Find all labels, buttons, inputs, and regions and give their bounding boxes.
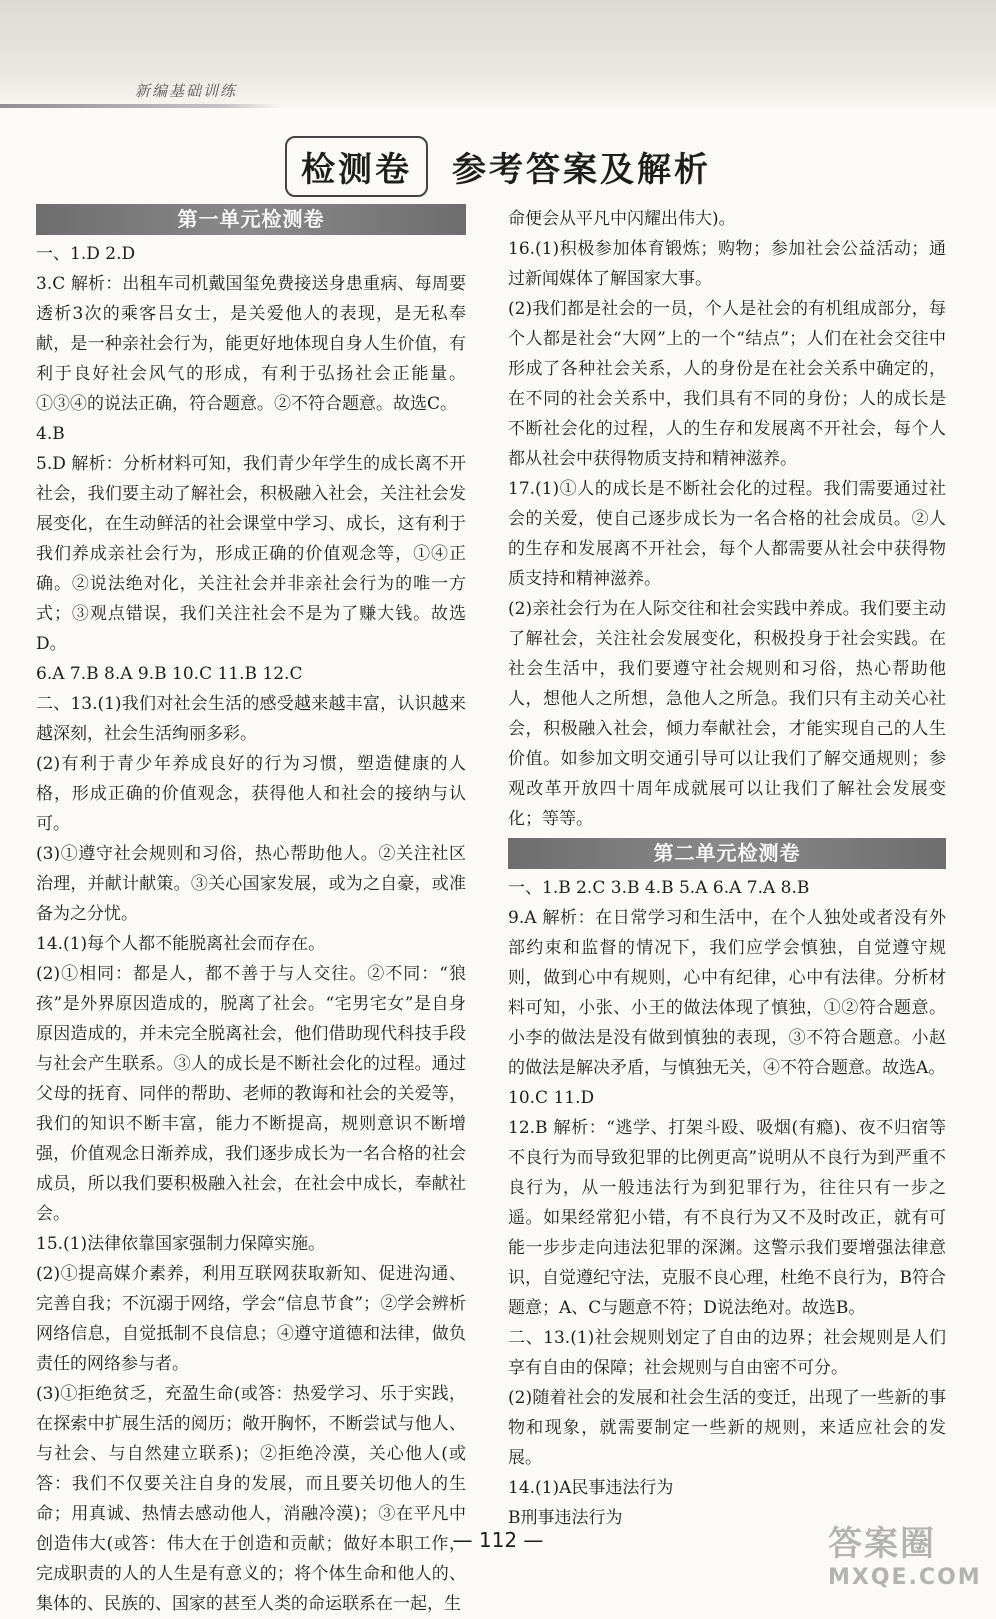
answer-paragraph: 一、1.D 2.D — [36, 244, 136, 264]
answer-paragraph: (3)①拒绝贫乏，充盈生命(或答：热爱学习、乐于实践，在探索中扩展生活的阅历；敞开胸怀，不断尝试与他人、与社会、与自然建立联系)；②拒绝冷漠，关心他人(或答：我们不仅要关注自身的发展，而且要关切他人的生命；用真诚、热情去感动他人，消融冷漠)；③在平凡中创造伟大(或答：伟大在于创造和贡献；做好本职工作，完成职责的人的人生是有意义的；将个体生命和他人的、集体的、民族的、国家的甚至人类的命运联系在一起，生 — [36, 1384, 466, 1614]
page-number: — 112 — — [452, 1528, 544, 1552]
watermark-bottom: MXQE.COM — [828, 1565, 982, 1590]
unit2-banner: 第二单元检测卷 — [508, 838, 946, 869]
answer-paragraph: B刑事违法行为 — [508, 1508, 623, 1528]
right-paragraphs-bottom — [508, 873, 946, 1533]
answer-paragraph: (2)有利于青少年养成良好的行为习惯，塑造健康的人格，形成正确的价值观念，获得他人和社会的接纳与认可。 — [36, 754, 466, 834]
answer-paragraph: 6.A 7.B 8.A 9.B 10.C 11.B 12.C — [36, 664, 303, 684]
watermark-top: 答案圈 — [828, 1524, 936, 1564]
title-box-label: 检测卷 — [285, 136, 428, 197]
right-column — [508, 204, 946, 1533]
answer-paragraph: 二、13.(1)社会规则划定了自由的边界；社会规则是人们享有自由的保障；社会规则与自由密不可分。 — [508, 1328, 946, 1378]
title-text: 参考答案及解析 — [452, 150, 711, 190]
right-paragraphs-top — [508, 204, 946, 834]
answer-paragraph: 4.B — [36, 424, 65, 444]
answer-paragraph: 5.D 解析：分析材料可知，我们青少年学生的成长离不开社会，我们要主动了解社会，积极融入社会，关注社会发展变化，在生动鲜活的社会课堂中学习、成长，这有利于我们养成亲社会行为，形成正确的价值观念等，①④正确。②说法绝对化，关注社会并非亲社会行为的唯一方式；③观点错误，我们关注社会不是为了赚大钱。故选D。 — [36, 454, 466, 654]
answer-paragraph: 3.C 解析：出租车司机戴国玺免费接送身患重病、每周要透析3次的乘客吕女士，是关爱他人的表现，是无私奉献，是一种亲社会行为，能更好地体现自身人生价值，有利于良好社会风气的形成，有利于弘扬社会正能量。①③④的说法正确，符合题意。②不符合题意。故选C。 — [36, 274, 466, 414]
answer-paragraph: (2)①提高媒介素养，利用互联网获取新知、促进沟通、完善自我；不沉溺于网络，学会“信息节食”；②学会辨析网络信息，自觉抵制不良信息；④遵守道德和法律，做负责任的网络参与者。 — [36, 1264, 466, 1374]
watermark-logo — [828, 1516, 982, 1590]
answer-paragraph: 10.C 11.D — [508, 1088, 595, 1108]
answer-paragraph: (2)亲社会行为在人际交往和社会实践中养成。我们要主动了解社会，关注社会发展变化，积极投身于社会实践。在社会生活中，我们要遵守社会规则和习俗，热心帮助他人，想他人之所想，急他人之所急。我们只有主动关心社会，积极融入社会，倾力奉献社会，才能实现自己的人生价值。如参加文明交通引导可以让我们了解交通规则；参观改革开放四十周年成就展可以让我们了解社会发展变化；等等。 — [508, 599, 946, 829]
series-name: 新编基础训练 — [135, 82, 238, 100]
answer-paragraph: 15.(1)法律依靠国家强制力保障实施。 — [36, 1234, 326, 1254]
left-paragraphs — [36, 239, 466, 1619]
answer-paragraph: (2)①相同：都是人，都不善于与人交往。②不同：“狼孩”是外界原因造成的，脱离了社会。“宅男宅女”是自身原因造成的，并未完全脱离社会，他们借助现代科技手段与社会产生联系。③人的成长是不断社会化的过程。通过父母的抚育、同伴的帮助、老师的教诲和社会的关爱等，我们的知识不断丰富，能力不断提高，规则意识不断增强，价值观念日渐养成，我们逐步成长为一名合格的社会成员，所以我们要积极融入社会，在社会中成长，奉献社会。 — [36, 964, 466, 1224]
answer-paragraph: 14.(1)每个人都不能脱离社会而存在。 — [36, 934, 326, 954]
header-rule — [0, 104, 280, 108]
page-title — [0, 136, 996, 197]
answer-paragraph: (3)①遵守社会规则和习俗，热心帮助他人。②关注社区治理，并献计献策。③关心国家发展，或为之自豪，或准备为之分忧。 — [36, 844, 466, 924]
answer-paragraph: 9.A 解析：在日常学习和生活中，在个人独处或者没有外部约束和监督的情况下，我们应学会慎独，自觉遵守规则，做到心中有规则，心中有纪律，心中有法律。分析材料可知，小张、小王的做法体现了慎独，①②符合题意。小李的做法是没有做到慎独的表现，③不符合题意。小赵的做法是解决矛盾，与慎独无关，④不符合题意。故选A。 — [508, 908, 946, 1078]
answer-paragraph: 17.(1)①人的成长是不断社会化的过程。我们需要通过社会的关爱，使自己逐步成长为一名合格的社会成员。②人的生存和发展离不开社会，每个人都需要从社会中获得物质支持和精神滋养。 — [508, 479, 946, 589]
answer-paragraph: 命便会从平凡中闪耀出伟大)。 — [508, 209, 736, 229]
answer-paragraph: (2)我们都是社会的一员，个人是社会的有机组成部分，每个人都是社会“大网”上的一个“结点”；人们在社会交往中形成了各种社会关系，人的身份是在社会关系中确定的，在不同的社会关系中，我们具有不同的身份；人的成长是不断社会化的过程，人的生存和发展离不开社会，每个人都从社会中获得物质支持和精神滋养。 — [508, 299, 946, 469]
answer-paragraph: (2)随着社会的发展和社会生活的变迁，出现了一些新的事物和现象，就需要制定一些新的规则，来适应社会的发展。 — [508, 1388, 946, 1468]
left-column — [36, 204, 466, 1619]
answer-paragraph: 二、13.(1)我们对社会生活的感受越来越丰富，认识越来越深刻，社会生活绚丽多彩。 — [36, 694, 466, 744]
answer-paragraph: 12.B 解析：“逃学、打架斗殴、吸烟(有瘾)、夜不归宿等不良行为而导致犯罪的比例更高”说明从不良行为到严重不良行为，从一般违法行为到犯罪行为，往往只有一步之遥。如果经常犯小错，有不良行为又不及时改正，就有可能一步步走向违法犯罪的深渊。这警示我们要增强法律意识，自觉遵纪守法，克服不良心理，杜绝不良行为，B符合题意；A、C与题意不符；D说法绝对。故选B。 — [508, 1118, 946, 1318]
answer-paragraph: 16.(1)积极参加体育锻炼；购物；参加社会公益活动；通过新闻媒体了解国家大事。 — [508, 239, 946, 289]
unit1-banner: 第一单元检测卷 — [36, 204, 466, 235]
answer-paragraph: 14.(1)A民事违法行为 — [508, 1478, 674, 1498]
answer-paragraph: 一、1.B 2.C 3.B 4.B 5.A 6.A 7.A 8.B — [508, 878, 810, 898]
